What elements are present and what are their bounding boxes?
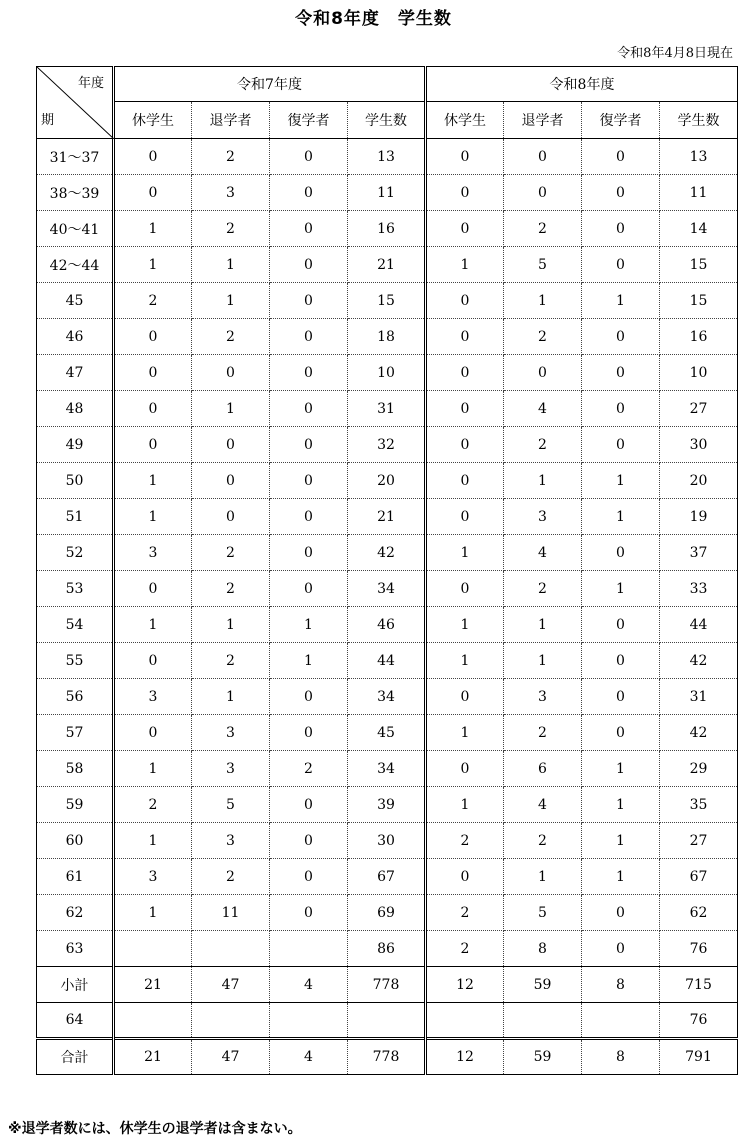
value-cell: 1 bbox=[582, 859, 660, 895]
value-cell: 11 bbox=[660, 175, 738, 211]
value-cell: 67 bbox=[348, 859, 426, 895]
value-cell: 2 bbox=[114, 283, 192, 319]
value-cell: 1 bbox=[504, 607, 582, 643]
value-cell: 37 bbox=[660, 535, 738, 571]
value-cell: 1 bbox=[270, 643, 348, 679]
value-cell: 0 bbox=[114, 175, 192, 211]
value-cell: 1 bbox=[114, 751, 192, 787]
value-cell: 0 bbox=[426, 391, 504, 427]
value-cell: 39 bbox=[348, 787, 426, 823]
period-label: 58 bbox=[37, 751, 114, 787]
value-cell: 3 bbox=[192, 823, 270, 859]
value-cell: 30 bbox=[660, 427, 738, 463]
value-cell: 5 bbox=[504, 247, 582, 283]
value-cell: 1 bbox=[270, 607, 348, 643]
value-cell: 1 bbox=[504, 859, 582, 895]
value-cell: 2 bbox=[192, 643, 270, 679]
value-cell: 3 bbox=[504, 679, 582, 715]
col-header: 休学生 bbox=[114, 102, 192, 139]
value-cell: 0 bbox=[114, 715, 192, 751]
value-cell: 44 bbox=[348, 643, 426, 679]
value-cell: 21 bbox=[114, 967, 192, 1003]
corner-period-label: 期 bbox=[41, 113, 55, 128]
table-row bbox=[37, 247, 738, 283]
value-cell: 4 bbox=[504, 391, 582, 427]
value-cell: 42 bbox=[660, 715, 738, 751]
period-label: 合計 bbox=[37, 1039, 114, 1075]
table-row bbox=[37, 859, 738, 895]
value-cell: 18 bbox=[348, 319, 426, 355]
value-cell: 1 bbox=[504, 463, 582, 499]
value-cell: 32 bbox=[348, 427, 426, 463]
value-cell: 4 bbox=[270, 967, 348, 1003]
table-row bbox=[37, 571, 738, 607]
table-row bbox=[37, 463, 738, 499]
period-label: 51 bbox=[37, 499, 114, 535]
value-cell: 0 bbox=[426, 283, 504, 319]
value-cell: 19 bbox=[660, 499, 738, 535]
value-cell: 0 bbox=[426, 319, 504, 355]
value-cell: 0 bbox=[582, 607, 660, 643]
value-cell: 4 bbox=[504, 787, 582, 823]
value-cell: 0 bbox=[582, 427, 660, 463]
value-cell: 13 bbox=[660, 139, 738, 175]
value-cell: 3 bbox=[114, 679, 192, 715]
table-row bbox=[37, 607, 738, 643]
value-cell: 0 bbox=[504, 175, 582, 211]
value-cell: 0 bbox=[270, 463, 348, 499]
value-cell: 11 bbox=[348, 175, 426, 211]
table-row bbox=[37, 211, 738, 247]
value-cell: 0 bbox=[426, 139, 504, 175]
value-cell: 778 bbox=[348, 1039, 426, 1075]
value-cell: 1 bbox=[426, 247, 504, 283]
value-cell: 0 bbox=[270, 139, 348, 175]
value-cell: 0 bbox=[426, 463, 504, 499]
value-cell: 0 bbox=[114, 571, 192, 607]
value-cell: 1 bbox=[114, 895, 192, 931]
table-row bbox=[37, 427, 738, 463]
value-cell: 33 bbox=[660, 571, 738, 607]
value-cell: 62 bbox=[660, 895, 738, 931]
value-cell: 0 bbox=[426, 679, 504, 715]
value-cell: 0 bbox=[426, 427, 504, 463]
value-cell: 0 bbox=[582, 391, 660, 427]
value-cell: 0 bbox=[426, 859, 504, 895]
value-cell: 59 bbox=[504, 1039, 582, 1075]
value-cell: 2 bbox=[504, 823, 582, 859]
value-cell: 2 bbox=[504, 571, 582, 607]
value-cell: 27 bbox=[660, 823, 738, 859]
value-cell: 0 bbox=[426, 211, 504, 247]
value-cell: 1 bbox=[582, 283, 660, 319]
value-cell: 3 bbox=[192, 175, 270, 211]
value-cell: 13 bbox=[348, 139, 426, 175]
value-cell: 34 bbox=[348, 751, 426, 787]
table-row bbox=[37, 787, 738, 823]
value-cell: 1 bbox=[582, 463, 660, 499]
value-cell: 1 bbox=[582, 751, 660, 787]
value-cell: 2 bbox=[504, 427, 582, 463]
value-cell: 0 bbox=[114, 643, 192, 679]
corner-year-label: 年度 bbox=[77, 76, 104, 91]
value-cell: 30 bbox=[348, 823, 426, 859]
value-cell: 1 bbox=[114, 463, 192, 499]
value-cell: 0 bbox=[426, 499, 504, 535]
value-cell: 0 bbox=[192, 427, 270, 463]
value-cell: 0 bbox=[582, 895, 660, 931]
value-cell: 0 bbox=[582, 355, 660, 391]
value-cell: 0 bbox=[504, 355, 582, 391]
value-cell: 15 bbox=[660, 247, 738, 283]
value-cell: 4 bbox=[270, 1039, 348, 1075]
value-cell: 8 bbox=[504, 931, 582, 967]
value-cell: 76 bbox=[660, 1003, 738, 1039]
value-cell: 8 bbox=[582, 1039, 660, 1075]
value-cell: 1 bbox=[192, 607, 270, 643]
value-cell bbox=[270, 1003, 348, 1039]
value-cell: 0 bbox=[426, 571, 504, 607]
value-cell: 2 bbox=[504, 211, 582, 247]
table-row bbox=[37, 175, 738, 211]
value-cell: 2 bbox=[192, 859, 270, 895]
period-label: 47 bbox=[37, 355, 114, 391]
period-label: 48 bbox=[37, 391, 114, 427]
value-cell: 1 bbox=[426, 787, 504, 823]
value-cell bbox=[582, 1003, 660, 1039]
value-cell: 1 bbox=[426, 607, 504, 643]
table-row bbox=[37, 319, 738, 355]
value-cell: 34 bbox=[348, 679, 426, 715]
value-cell: 0 bbox=[582, 643, 660, 679]
value-cell: 1 bbox=[582, 823, 660, 859]
value-cell: 1 bbox=[504, 643, 582, 679]
value-cell: 0 bbox=[270, 427, 348, 463]
value-cell: 0 bbox=[270, 715, 348, 751]
value-cell bbox=[114, 931, 192, 967]
value-cell: 2 bbox=[426, 895, 504, 931]
value-cell: 3 bbox=[192, 715, 270, 751]
value-cell: 86 bbox=[348, 931, 426, 967]
value-cell: 0 bbox=[192, 463, 270, 499]
value-cell: 1 bbox=[114, 607, 192, 643]
value-cell: 1 bbox=[192, 679, 270, 715]
col-header: 学生数 bbox=[660, 102, 738, 139]
value-cell: 1 bbox=[114, 823, 192, 859]
period-label: 61 bbox=[37, 859, 114, 895]
value-cell: 3 bbox=[504, 499, 582, 535]
value-cell: 27 bbox=[660, 391, 738, 427]
period-label: 52 bbox=[37, 535, 114, 571]
table-row bbox=[37, 355, 738, 391]
page-title: 令和8年度 学生数 bbox=[295, 9, 452, 29]
value-cell: 10 bbox=[660, 355, 738, 391]
period-label: 54 bbox=[37, 607, 114, 643]
period-label: 64 bbox=[37, 1003, 114, 1039]
table-row bbox=[37, 535, 738, 571]
value-cell: 14 bbox=[660, 211, 738, 247]
value-cell: 34 bbox=[348, 571, 426, 607]
value-cell: 0 bbox=[582, 139, 660, 175]
year-header-r7: 令和7年度 bbox=[114, 67, 426, 102]
value-cell: 6 bbox=[504, 751, 582, 787]
value-cell: 0 bbox=[270, 895, 348, 931]
value-cell: 12 bbox=[426, 1039, 504, 1075]
value-cell: 0 bbox=[582, 535, 660, 571]
value-cell: 0 bbox=[270, 823, 348, 859]
value-cell: 44 bbox=[660, 607, 738, 643]
value-cell: 0 bbox=[582, 211, 660, 247]
value-cell: 1 bbox=[192, 283, 270, 319]
value-cell bbox=[192, 931, 270, 967]
value-cell: 59 bbox=[504, 967, 582, 1003]
col-header: 復学者 bbox=[270, 102, 348, 139]
table-row bbox=[37, 931, 738, 967]
value-cell: 1 bbox=[114, 211, 192, 247]
value-cell: 0 bbox=[192, 355, 270, 391]
value-cell: 2 bbox=[114, 787, 192, 823]
table-row bbox=[37, 283, 738, 319]
value-cell bbox=[270, 931, 348, 967]
value-cell: 5 bbox=[504, 895, 582, 931]
value-cell: 10 bbox=[348, 355, 426, 391]
value-cell: 0 bbox=[582, 319, 660, 355]
value-cell: 0 bbox=[270, 787, 348, 823]
table-row bbox=[37, 499, 738, 535]
value-cell: 0 bbox=[270, 499, 348, 535]
period-label: 45 bbox=[37, 283, 114, 319]
period-label: 62 bbox=[37, 895, 114, 931]
value-cell: 0 bbox=[114, 319, 192, 355]
value-cell: 16 bbox=[348, 211, 426, 247]
value-cell: 2 bbox=[192, 319, 270, 355]
period-label: 57 bbox=[37, 715, 114, 751]
value-cell: 2 bbox=[270, 751, 348, 787]
value-cell: 12 bbox=[426, 967, 504, 1003]
value-cell: 47 bbox=[192, 1039, 270, 1075]
value-cell: 0 bbox=[270, 211, 348, 247]
period-label: 53 bbox=[37, 571, 114, 607]
col-header: 学生数 bbox=[348, 102, 426, 139]
value-cell: 20 bbox=[348, 463, 426, 499]
value-cell: 0 bbox=[426, 751, 504, 787]
value-cell: 8 bbox=[582, 967, 660, 1003]
value-cell: 0 bbox=[270, 391, 348, 427]
value-cell: 0 bbox=[582, 931, 660, 967]
value-cell: 0 bbox=[504, 139, 582, 175]
col-header: 退学者 bbox=[192, 102, 270, 139]
value-cell: 0 bbox=[270, 283, 348, 319]
value-cell: 2 bbox=[192, 535, 270, 571]
value-cell: 0 bbox=[582, 247, 660, 283]
value-cell bbox=[348, 1003, 426, 1039]
value-cell: 1 bbox=[582, 499, 660, 535]
value-cell: 1 bbox=[192, 247, 270, 283]
table-row bbox=[37, 967, 738, 1003]
value-cell: 0 bbox=[270, 535, 348, 571]
value-cell: 2 bbox=[192, 139, 270, 175]
period-label: 59 bbox=[37, 787, 114, 823]
col-header: 退学者 bbox=[504, 102, 582, 139]
value-cell: 3 bbox=[114, 535, 192, 571]
value-cell: 2 bbox=[426, 931, 504, 967]
as-of-date: 令和8年4月8日現在 bbox=[617, 46, 733, 61]
value-cell: 1 bbox=[426, 715, 504, 751]
table-row bbox=[37, 643, 738, 679]
period-label: 42～44 bbox=[37, 247, 114, 283]
period-label: 49 bbox=[37, 427, 114, 463]
value-cell: 2 bbox=[426, 823, 504, 859]
period-label: 46 bbox=[37, 319, 114, 355]
value-cell: 21 bbox=[348, 499, 426, 535]
table-row bbox=[37, 1003, 738, 1039]
value-cell: 0 bbox=[270, 571, 348, 607]
value-cell bbox=[426, 1003, 504, 1039]
value-cell: 791 bbox=[660, 1039, 738, 1075]
value-cell: 76 bbox=[660, 931, 738, 967]
value-cell bbox=[114, 1003, 192, 1039]
value-cell: 47 bbox=[192, 967, 270, 1003]
value-cell: 0 bbox=[426, 175, 504, 211]
value-cell: 69 bbox=[348, 895, 426, 931]
value-cell: 42 bbox=[348, 535, 426, 571]
value-cell: 46 bbox=[348, 607, 426, 643]
value-cell: 5 bbox=[192, 787, 270, 823]
value-cell: 15 bbox=[660, 283, 738, 319]
value-cell: 0 bbox=[114, 139, 192, 175]
value-cell: 0 bbox=[114, 355, 192, 391]
period-label: 60 bbox=[37, 823, 114, 859]
value-cell: 1 bbox=[504, 283, 582, 319]
value-cell bbox=[504, 1003, 582, 1039]
value-cell: 11 bbox=[192, 895, 270, 931]
value-cell: 2 bbox=[192, 571, 270, 607]
value-cell: 0 bbox=[582, 715, 660, 751]
value-cell: 2 bbox=[504, 319, 582, 355]
value-cell: 1 bbox=[582, 571, 660, 607]
value-cell: 20 bbox=[660, 463, 738, 499]
value-cell: 31 bbox=[348, 391, 426, 427]
value-cell: 0 bbox=[192, 499, 270, 535]
value-cell: 778 bbox=[348, 967, 426, 1003]
value-cell: 45 bbox=[348, 715, 426, 751]
value-cell: 1 bbox=[582, 787, 660, 823]
value-cell: 29 bbox=[660, 751, 738, 787]
period-label: 56 bbox=[37, 679, 114, 715]
value-cell: 1 bbox=[114, 247, 192, 283]
value-cell: 2 bbox=[504, 715, 582, 751]
value-cell: 21 bbox=[348, 247, 426, 283]
value-cell: 67 bbox=[660, 859, 738, 895]
value-cell: 1 bbox=[192, 391, 270, 427]
value-cell: 715 bbox=[660, 967, 738, 1003]
value-cell: 0 bbox=[270, 355, 348, 391]
value-cell: 16 bbox=[660, 319, 738, 355]
period-label: 40～41 bbox=[37, 211, 114, 247]
table-row bbox=[37, 895, 738, 931]
table-row bbox=[37, 1039, 738, 1075]
table-row bbox=[37, 715, 738, 751]
col-header: 休学生 bbox=[426, 102, 504, 139]
col-header: 復学者 bbox=[582, 102, 660, 139]
value-cell: 4 bbox=[504, 535, 582, 571]
period-label: 31～37 bbox=[37, 139, 114, 175]
value-cell: 1 bbox=[426, 535, 504, 571]
table-row bbox=[37, 391, 738, 427]
value-cell: 0 bbox=[270, 679, 348, 715]
value-cell: 0 bbox=[114, 427, 192, 463]
table-row bbox=[37, 679, 738, 715]
period-label: 38～39 bbox=[37, 175, 114, 211]
value-cell: 0 bbox=[270, 319, 348, 355]
value-cell: 0 bbox=[114, 391, 192, 427]
footnote: ※退学者数には、休学生の退学者は含まない。 bbox=[8, 1121, 302, 1137]
value-cell: 31 bbox=[660, 679, 738, 715]
value-cell bbox=[192, 1003, 270, 1039]
value-cell: 0 bbox=[426, 355, 504, 391]
value-cell: 3 bbox=[114, 859, 192, 895]
value-cell: 2 bbox=[192, 211, 270, 247]
table-row bbox=[37, 823, 738, 859]
value-cell: 0 bbox=[582, 679, 660, 715]
value-cell: 0 bbox=[270, 175, 348, 211]
value-cell: 1 bbox=[114, 499, 192, 535]
value-cell: 35 bbox=[660, 787, 738, 823]
period-label: 50 bbox=[37, 463, 114, 499]
year-header-r8: 令和8年度 bbox=[426, 67, 738, 102]
period-label: 63 bbox=[37, 931, 114, 967]
value-cell: 42 bbox=[660, 643, 738, 679]
value-cell: 0 bbox=[582, 175, 660, 211]
table-row bbox=[37, 751, 738, 787]
period-label: 55 bbox=[37, 643, 114, 679]
table-row bbox=[37, 139, 738, 175]
value-cell: 0 bbox=[270, 859, 348, 895]
value-cell: 0 bbox=[270, 247, 348, 283]
value-cell: 15 bbox=[348, 283, 426, 319]
corner-cell bbox=[37, 67, 114, 139]
value-cell: 21 bbox=[114, 1039, 192, 1075]
student-count-table bbox=[36, 66, 738, 1075]
value-cell: 1 bbox=[426, 643, 504, 679]
period-label: 小計 bbox=[37, 967, 114, 1003]
value-cell: 3 bbox=[192, 751, 270, 787]
